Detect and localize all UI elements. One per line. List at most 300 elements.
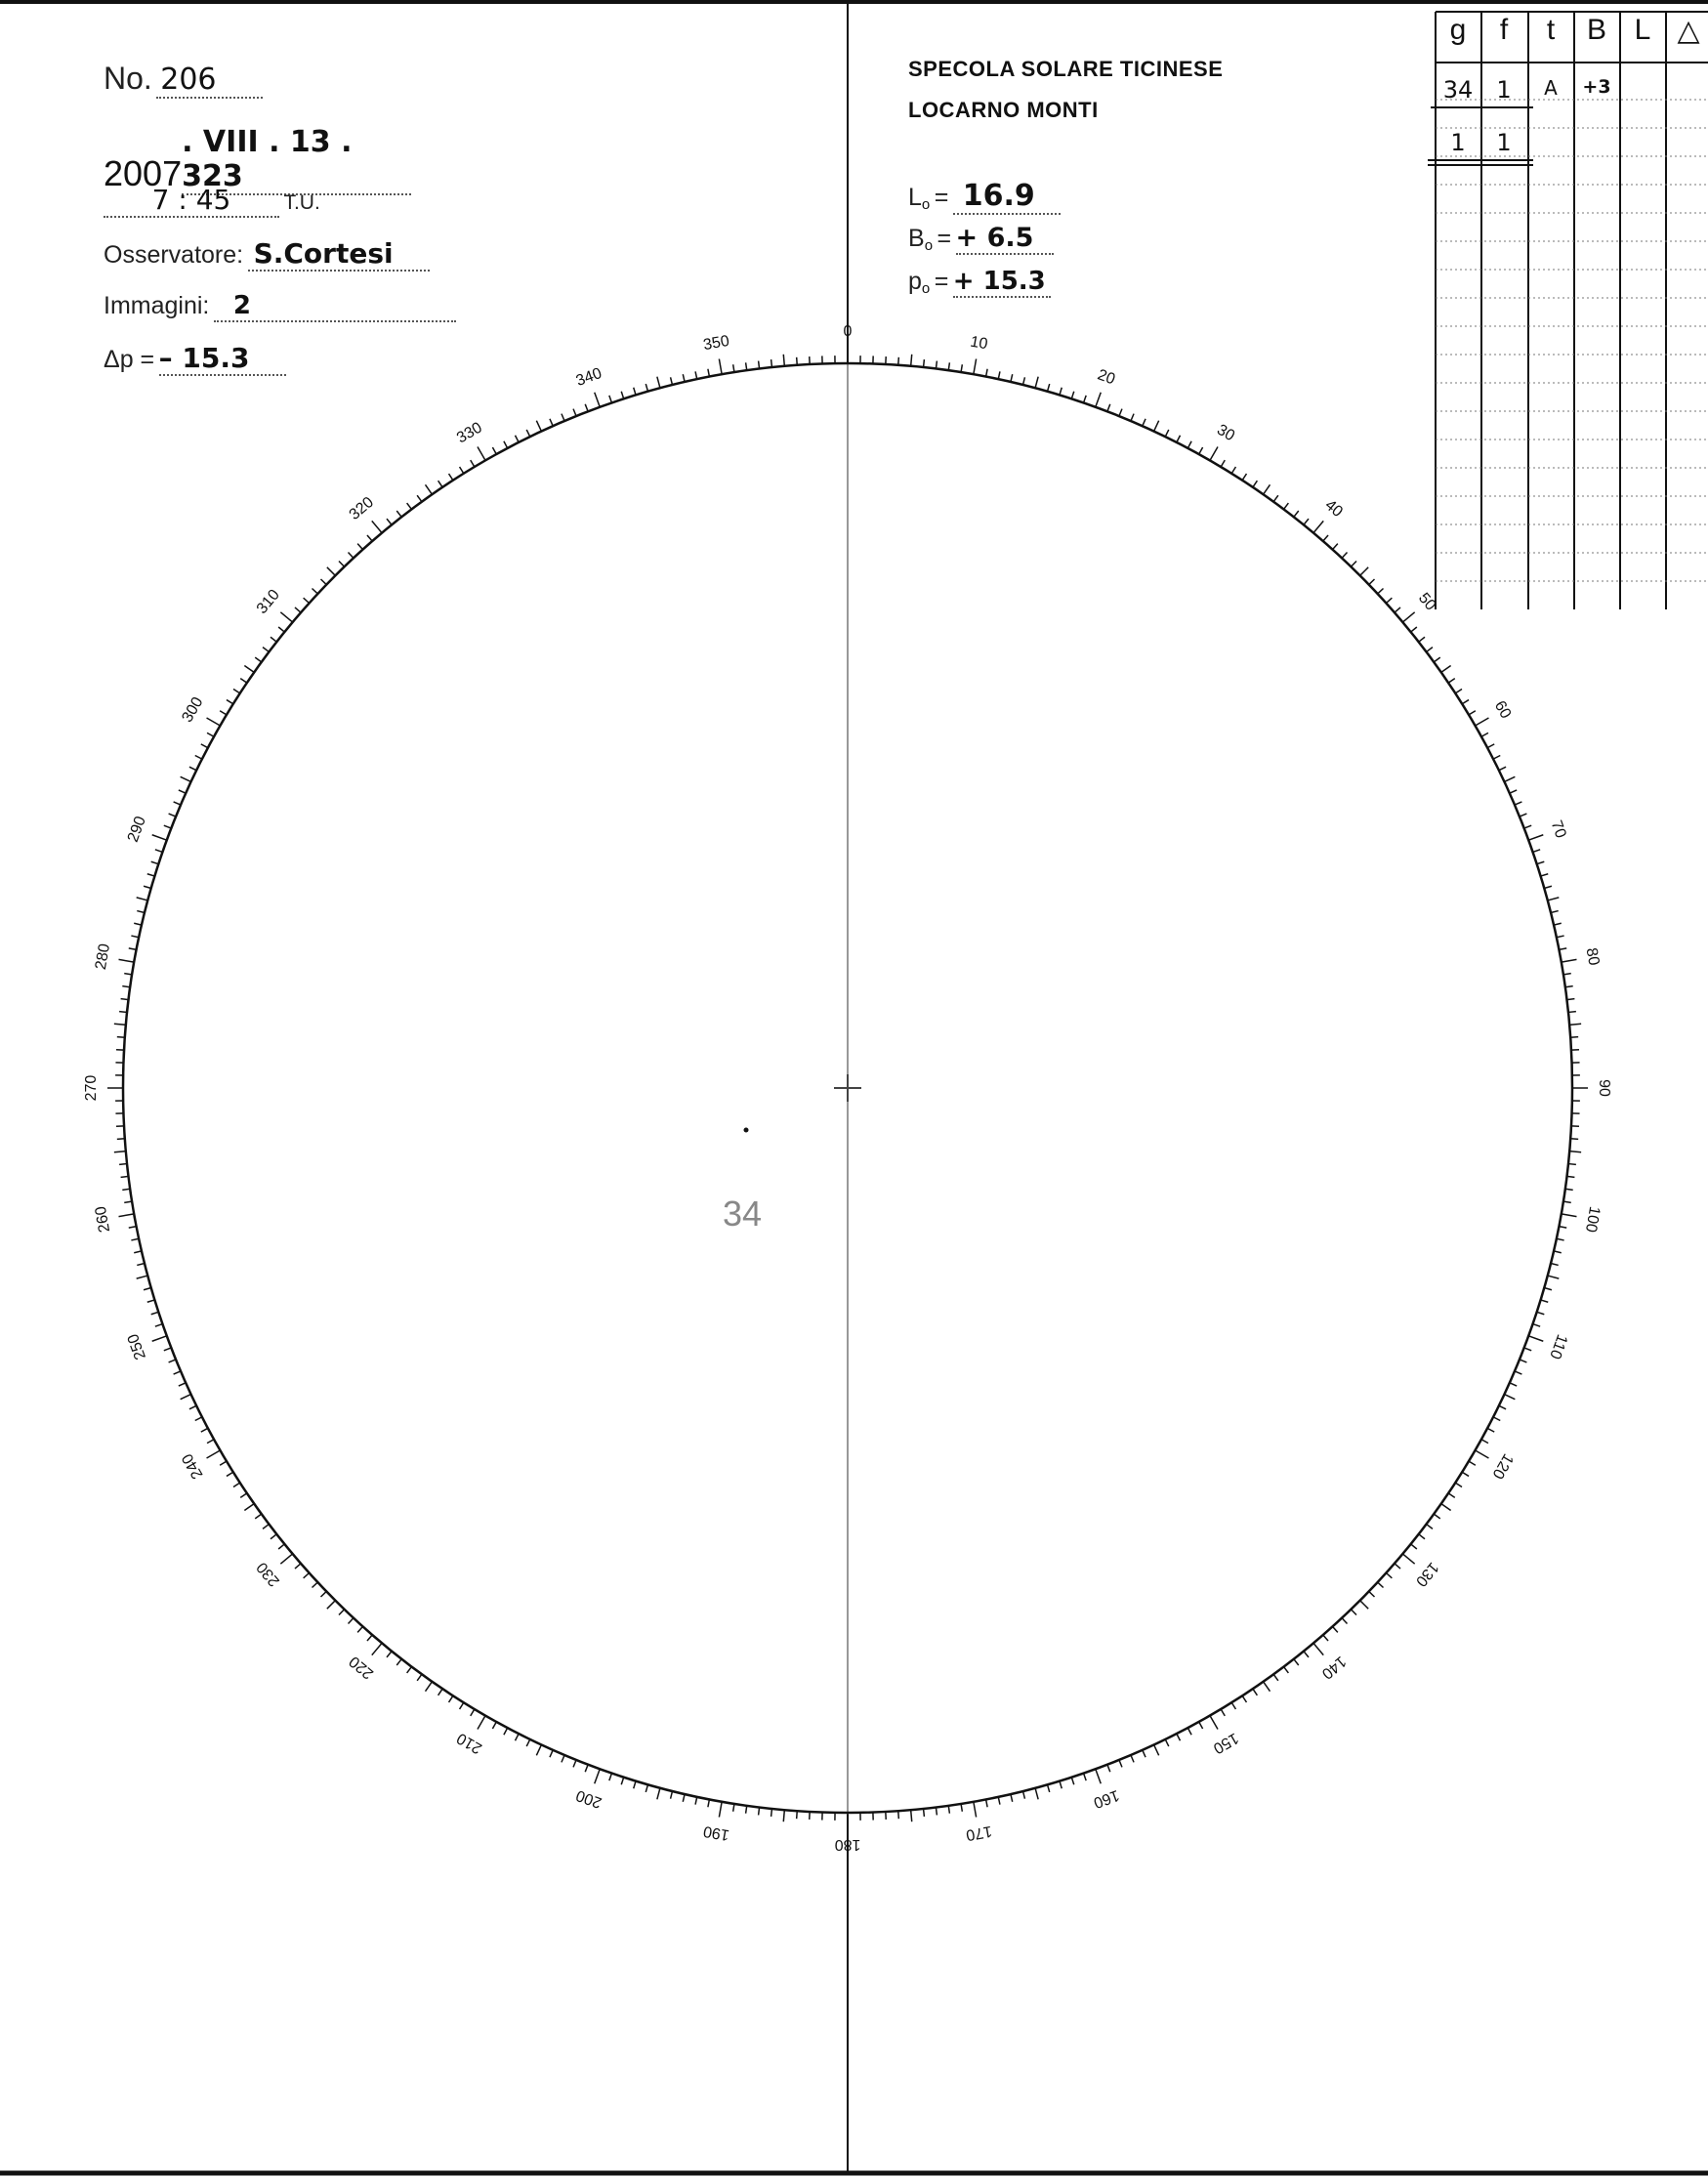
degree-tick xyxy=(372,521,382,532)
date-printed: 2007 xyxy=(104,153,183,193)
degree-tick xyxy=(357,544,362,550)
degree-tick xyxy=(1378,589,1384,594)
degree-tick xyxy=(1455,1483,1462,1486)
degree-tick xyxy=(621,1778,623,1785)
degree-tick xyxy=(280,612,292,622)
degree-tick xyxy=(695,1797,697,1805)
degree-tick xyxy=(155,850,163,853)
degree-tick xyxy=(1510,1383,1517,1386)
degree-tick xyxy=(129,1227,137,1229)
degree-tick xyxy=(1411,627,1417,632)
degree-tick xyxy=(189,767,196,771)
degree-tick xyxy=(438,1689,442,1696)
degree-tick xyxy=(426,1682,433,1692)
degree-label: 30 xyxy=(1214,421,1238,445)
degree-tick xyxy=(961,1804,962,1812)
degree-tick xyxy=(961,364,962,372)
degree-tick xyxy=(137,1276,148,1278)
degree-tick xyxy=(1548,1276,1560,1278)
degree-tick xyxy=(114,1024,126,1025)
degree-label: 270 xyxy=(83,1074,101,1102)
table-cell-r2-g: 1 xyxy=(1450,129,1466,156)
degree-tick xyxy=(1304,519,1309,524)
degree-tick xyxy=(898,1811,899,1819)
degree-tick xyxy=(585,1765,588,1772)
degree-label: 150 xyxy=(1210,1729,1241,1757)
p0-sub: o xyxy=(921,280,931,298)
degree-tick xyxy=(1566,1176,1574,1177)
degree-tick xyxy=(367,1635,372,1641)
degree-tick xyxy=(1264,1682,1271,1692)
degree-tick xyxy=(240,1493,247,1497)
observer-line xyxy=(104,237,430,272)
degree-tick xyxy=(207,733,214,736)
degree-tick xyxy=(129,948,137,950)
degree-tick xyxy=(1342,1618,1347,1624)
degree-tick xyxy=(1231,1702,1235,1709)
degree-tick xyxy=(1493,756,1500,760)
degree-tick xyxy=(1441,666,1451,673)
degree-tick xyxy=(492,447,496,454)
degree-label: 0 xyxy=(843,323,853,341)
date-handwritten: . VIII . 13 . 323 xyxy=(182,125,411,195)
degree-tick xyxy=(1165,1739,1169,1746)
degree-tick xyxy=(1242,1696,1246,1702)
degree-tick xyxy=(1544,1288,1552,1290)
degree-tick xyxy=(151,861,159,863)
degree-tick xyxy=(1048,384,1050,392)
degree-label: 90 xyxy=(1595,1079,1612,1097)
degree-tick xyxy=(1520,1360,1526,1362)
degree-tick xyxy=(1528,1336,1543,1341)
degree-tick xyxy=(797,1811,798,1819)
degree-tick xyxy=(1131,414,1134,421)
degree-tick xyxy=(634,388,636,396)
degree-tick xyxy=(471,460,475,467)
degree-tick xyxy=(396,1659,401,1665)
degree-tick xyxy=(1096,393,1101,407)
degree-tick xyxy=(387,519,392,524)
degree-tick xyxy=(733,1804,734,1812)
degree-tick xyxy=(195,1417,202,1421)
degree-tick xyxy=(1023,1791,1025,1799)
degree-tick xyxy=(1378,1582,1384,1587)
degree-tick xyxy=(201,1428,208,1432)
degree-tick xyxy=(320,1591,326,1597)
degree-tick xyxy=(1568,1164,1576,1165)
degree-tick xyxy=(573,1760,576,1767)
degree-tick xyxy=(585,404,588,411)
degree-tick xyxy=(174,802,181,805)
degree-tick xyxy=(478,1716,485,1730)
degree-tick xyxy=(1504,1395,1515,1400)
degree-tick xyxy=(478,447,485,461)
degree-tick xyxy=(244,666,254,673)
degree-tick xyxy=(134,923,142,925)
degree-tick xyxy=(417,1674,422,1680)
degree-tick xyxy=(244,1504,254,1511)
degree-tick xyxy=(137,898,148,900)
degree-tick xyxy=(733,364,734,372)
degree-tick xyxy=(609,396,612,403)
table-header-delta: △ xyxy=(1677,15,1700,47)
degree-label: 190 xyxy=(701,1821,731,1844)
degree-tick xyxy=(1427,1525,1433,1529)
degree-label: 350 xyxy=(701,332,731,355)
degree-tick xyxy=(1565,986,1573,987)
degree-tick xyxy=(646,1784,647,1792)
l0-label: L xyxy=(908,184,922,211)
degree-tick xyxy=(1455,690,1462,693)
degree-label: 260 xyxy=(92,1204,114,1235)
degree-tick xyxy=(181,776,191,781)
degree-label: 50 xyxy=(1414,590,1439,614)
degree-tick xyxy=(1551,911,1559,913)
degree-tick xyxy=(1476,1450,1489,1458)
degree-tick xyxy=(121,1176,129,1177)
degree-tick xyxy=(278,1544,284,1549)
degree-tick xyxy=(1563,974,1571,975)
degree-tick xyxy=(550,1750,553,1757)
degree-tick xyxy=(516,1734,520,1740)
degree-tick xyxy=(155,1324,163,1327)
degree-tick xyxy=(1011,1794,1013,1802)
degree-tick xyxy=(1557,936,1564,938)
degree-tick xyxy=(1524,825,1531,828)
degree-tick xyxy=(1313,521,1323,532)
degree-tick xyxy=(1551,1264,1559,1266)
degree-tick xyxy=(683,1794,685,1802)
degree-tick xyxy=(1395,1564,1400,1569)
degree-label: 230 xyxy=(253,1558,283,1590)
degree-tick xyxy=(1071,392,1073,399)
degree-tick xyxy=(536,421,541,432)
degree-tick xyxy=(1499,767,1506,771)
degree-tick xyxy=(122,1189,130,1190)
degree-tick xyxy=(1419,637,1425,642)
number-value: 206 xyxy=(156,63,263,99)
l0-sub: o xyxy=(921,196,931,214)
degree-tick xyxy=(911,1810,912,1821)
degree-tick xyxy=(1221,1709,1225,1716)
degree-tick xyxy=(924,359,925,367)
degree-tick xyxy=(1023,377,1025,385)
degree-tick xyxy=(1332,1626,1337,1632)
table-cell-r1-g: 34 xyxy=(1442,76,1474,104)
degree-tick xyxy=(1351,561,1356,566)
degree-tick xyxy=(227,1472,233,1476)
p0-label: p xyxy=(908,268,922,295)
degree-label: 70 xyxy=(1547,817,1569,841)
degree-tick xyxy=(1360,1601,1368,1609)
degree-tick xyxy=(181,1395,191,1400)
degree-tick xyxy=(227,700,233,704)
degree-tick xyxy=(924,1809,925,1817)
degree-tick xyxy=(327,1601,335,1609)
degree-label: 10 xyxy=(969,333,989,354)
degree-tick xyxy=(147,874,155,876)
degree-tick xyxy=(312,1582,317,1587)
degree-tick xyxy=(471,1709,475,1716)
degree-tick xyxy=(783,1810,784,1821)
degree-label: 100 xyxy=(1581,1204,1604,1235)
l0-eq: = xyxy=(934,184,949,211)
degree-tick xyxy=(1253,481,1257,487)
degree-tick xyxy=(573,409,576,416)
delta-p-line xyxy=(104,342,286,376)
degree-tick xyxy=(137,1264,145,1266)
degree-tick xyxy=(1563,1201,1571,1202)
degree-tick xyxy=(189,1405,196,1409)
p0-eq: = xyxy=(934,268,949,295)
degree-tick xyxy=(797,357,798,365)
b0-line xyxy=(908,223,1054,255)
p0-line xyxy=(908,267,1051,298)
degree-tick xyxy=(117,1139,125,1140)
degree-tick xyxy=(1434,657,1439,662)
degree-tick xyxy=(1264,484,1271,494)
degree-tick xyxy=(621,392,623,399)
degree-tick xyxy=(1060,1781,1062,1789)
sunspot-mark xyxy=(744,1128,749,1133)
degree-tick xyxy=(998,371,1000,379)
degree-tick xyxy=(151,1312,159,1314)
degree-tick xyxy=(1528,835,1543,840)
degree-tick xyxy=(504,1728,508,1735)
degree-tick xyxy=(1541,1300,1549,1302)
b0-sub: o xyxy=(924,237,934,255)
degree-tick xyxy=(1284,1667,1289,1673)
degree-tick xyxy=(1448,1493,1455,1497)
degree-tick xyxy=(1469,1461,1476,1465)
degree-tick xyxy=(1554,923,1562,925)
degree-tick xyxy=(595,393,600,407)
degree-tick xyxy=(460,467,464,474)
table-cell-r1-b: +3 xyxy=(1582,76,1611,98)
degree-tick xyxy=(1462,1472,1469,1476)
degree-label: 130 xyxy=(1412,1558,1442,1590)
degree-tick xyxy=(634,1781,636,1789)
degree-tick xyxy=(131,1238,139,1240)
degree-tick xyxy=(1351,1610,1356,1615)
degree-tick xyxy=(1411,1544,1417,1549)
degree-tick xyxy=(304,598,310,603)
degree-tick xyxy=(1402,612,1414,622)
time-line xyxy=(104,184,320,218)
degree-tick xyxy=(911,355,912,366)
degree-tick xyxy=(1533,850,1541,853)
degree-tick xyxy=(1231,467,1235,474)
degree-tick xyxy=(1569,1024,1581,1025)
degree-tick xyxy=(147,1300,155,1302)
degree-tick xyxy=(114,1151,126,1152)
degree-tick xyxy=(1499,1405,1506,1409)
degree-tick xyxy=(974,1802,977,1818)
table-cell-r2-f: 1 xyxy=(1496,129,1512,156)
degree-tick xyxy=(207,718,221,726)
degree-tick xyxy=(783,355,784,366)
degree-tick xyxy=(708,1799,710,1807)
degree-tick xyxy=(220,711,227,715)
degree-tick xyxy=(595,1769,600,1783)
degree-tick xyxy=(657,377,660,389)
degree-tick xyxy=(1107,1765,1110,1772)
degree-label: 220 xyxy=(346,1653,378,1683)
table-cell-r1-t: A xyxy=(1544,76,1558,100)
degree-tick xyxy=(516,436,520,442)
degree-tick xyxy=(1541,874,1549,876)
delta-p-value: – 15.3 xyxy=(159,342,286,376)
degree-tick xyxy=(536,1744,541,1755)
p0-value: + 15.3 xyxy=(953,267,1051,298)
degree-tick xyxy=(1568,1012,1576,1013)
degree-tick xyxy=(1187,1728,1191,1735)
degree-tick xyxy=(121,999,129,1000)
degree-tick xyxy=(1515,802,1521,805)
degree-tick xyxy=(1559,1227,1566,1229)
degree-tick xyxy=(295,607,301,612)
degree-tick xyxy=(255,657,261,662)
degree-tick xyxy=(304,1572,310,1577)
degree-label: 320 xyxy=(346,493,378,523)
degree-tick xyxy=(1154,421,1159,432)
degree-tick xyxy=(1469,711,1476,715)
degree-tick xyxy=(1221,460,1225,467)
degree-label: 340 xyxy=(573,364,604,390)
degree-tick xyxy=(1304,1652,1309,1657)
degree-tick xyxy=(327,567,335,575)
degree-tick xyxy=(1119,1760,1122,1767)
degree-tick xyxy=(936,361,937,369)
degree-tick xyxy=(1048,1784,1050,1792)
degree-tick xyxy=(449,474,453,481)
degree-tick xyxy=(1448,679,1455,683)
time-label: T.U. xyxy=(283,191,320,214)
table-header-f: f xyxy=(1499,14,1509,46)
degree-tick xyxy=(1143,1750,1146,1757)
degree-label: 290 xyxy=(124,814,149,845)
l0-value: 16.9 xyxy=(953,179,1061,215)
degree-tick xyxy=(119,1214,135,1217)
degree-tick xyxy=(164,1348,171,1351)
observer-value: S.Cortesi xyxy=(248,237,430,272)
degree-tick xyxy=(1487,744,1494,748)
degree-tick xyxy=(1242,474,1246,481)
degree-tick xyxy=(1487,1428,1494,1432)
degree-tick xyxy=(349,552,354,558)
degree-tick xyxy=(550,419,553,426)
degree-tick xyxy=(426,484,433,494)
degree-tick xyxy=(936,1807,937,1815)
degree-tick xyxy=(1493,1417,1500,1421)
degree-tick xyxy=(119,1164,127,1165)
degree-tick xyxy=(144,886,151,888)
images-label: Immagini: xyxy=(104,292,210,319)
degree-tick xyxy=(280,1554,292,1564)
degree-tick xyxy=(144,1288,151,1290)
degree-tick xyxy=(1537,861,1545,863)
degree-tick xyxy=(1369,579,1375,585)
degree-label: 170 xyxy=(964,1821,994,1844)
degree-label: 140 xyxy=(1317,1653,1350,1683)
table-header-g: g xyxy=(1449,14,1467,46)
degree-tick xyxy=(372,1643,382,1654)
degree-tick xyxy=(1520,814,1526,816)
degree-label: 80 xyxy=(1582,946,1603,967)
degree-tick xyxy=(1284,503,1289,509)
degree-tick xyxy=(1476,718,1489,726)
degree-tick xyxy=(179,1383,186,1386)
degree-label: 110 xyxy=(1546,1331,1570,1361)
degree-tick xyxy=(1569,1151,1581,1152)
degree-tick xyxy=(1253,1689,1257,1696)
time-value: 7 : 45 xyxy=(104,184,279,218)
degree-tick xyxy=(407,1667,412,1673)
degree-tick xyxy=(438,481,442,487)
number-label: No. xyxy=(104,61,152,96)
degree-tick xyxy=(771,359,772,367)
degree-tick xyxy=(117,1037,125,1038)
degree-tick xyxy=(695,371,697,379)
degree-tick xyxy=(1143,419,1146,426)
degree-tick xyxy=(1011,374,1013,382)
b0-value: + 6.5 xyxy=(956,223,1054,255)
degree-tick xyxy=(708,369,710,377)
degree-tick xyxy=(124,974,132,975)
b0-eq: = xyxy=(937,225,952,252)
degree-label: 240 xyxy=(179,1450,207,1482)
degree-tick xyxy=(233,1483,240,1486)
degree-tick xyxy=(255,1514,261,1519)
degree-tick xyxy=(233,690,240,693)
degree-tick xyxy=(1273,495,1278,501)
degree-tick xyxy=(1096,1769,1101,1783)
degree-tick xyxy=(119,1012,127,1013)
degree-tick xyxy=(526,430,530,437)
degree-tick xyxy=(1210,447,1218,461)
degree-tick xyxy=(1419,1534,1425,1539)
degree-tick xyxy=(1533,1324,1541,1327)
degree-tick xyxy=(759,361,760,369)
degree-tick xyxy=(320,579,326,585)
degree-tick xyxy=(1570,1139,1578,1140)
degree-tick xyxy=(1177,436,1181,442)
number-line xyxy=(104,61,263,99)
degree-label: 120 xyxy=(1488,1450,1517,1482)
degree-tick xyxy=(1369,1591,1375,1597)
degree-tick xyxy=(646,384,647,392)
degree-label: 250 xyxy=(124,1331,149,1362)
degree-tick xyxy=(1332,544,1337,550)
degree-tick xyxy=(387,1652,392,1657)
degree-tick xyxy=(1441,1504,1451,1511)
degree-tick xyxy=(207,1450,221,1458)
degree-tick xyxy=(1035,1788,1038,1800)
degree-tick xyxy=(1199,447,1203,454)
degree-tick xyxy=(1562,1214,1577,1217)
degree-label: 20 xyxy=(1095,366,1118,389)
degree-tick xyxy=(271,1534,276,1539)
degree-tick xyxy=(1481,733,1488,736)
degree-tick xyxy=(119,959,135,962)
degree-tick xyxy=(1071,1778,1073,1785)
degree-tick xyxy=(504,441,508,448)
institution-location: LOCARNO MONTI xyxy=(908,98,1099,122)
degree-tick xyxy=(1273,1674,1278,1680)
degree-tick xyxy=(122,986,130,987)
degree-tick xyxy=(169,814,176,816)
degree-tick xyxy=(1084,1774,1087,1781)
